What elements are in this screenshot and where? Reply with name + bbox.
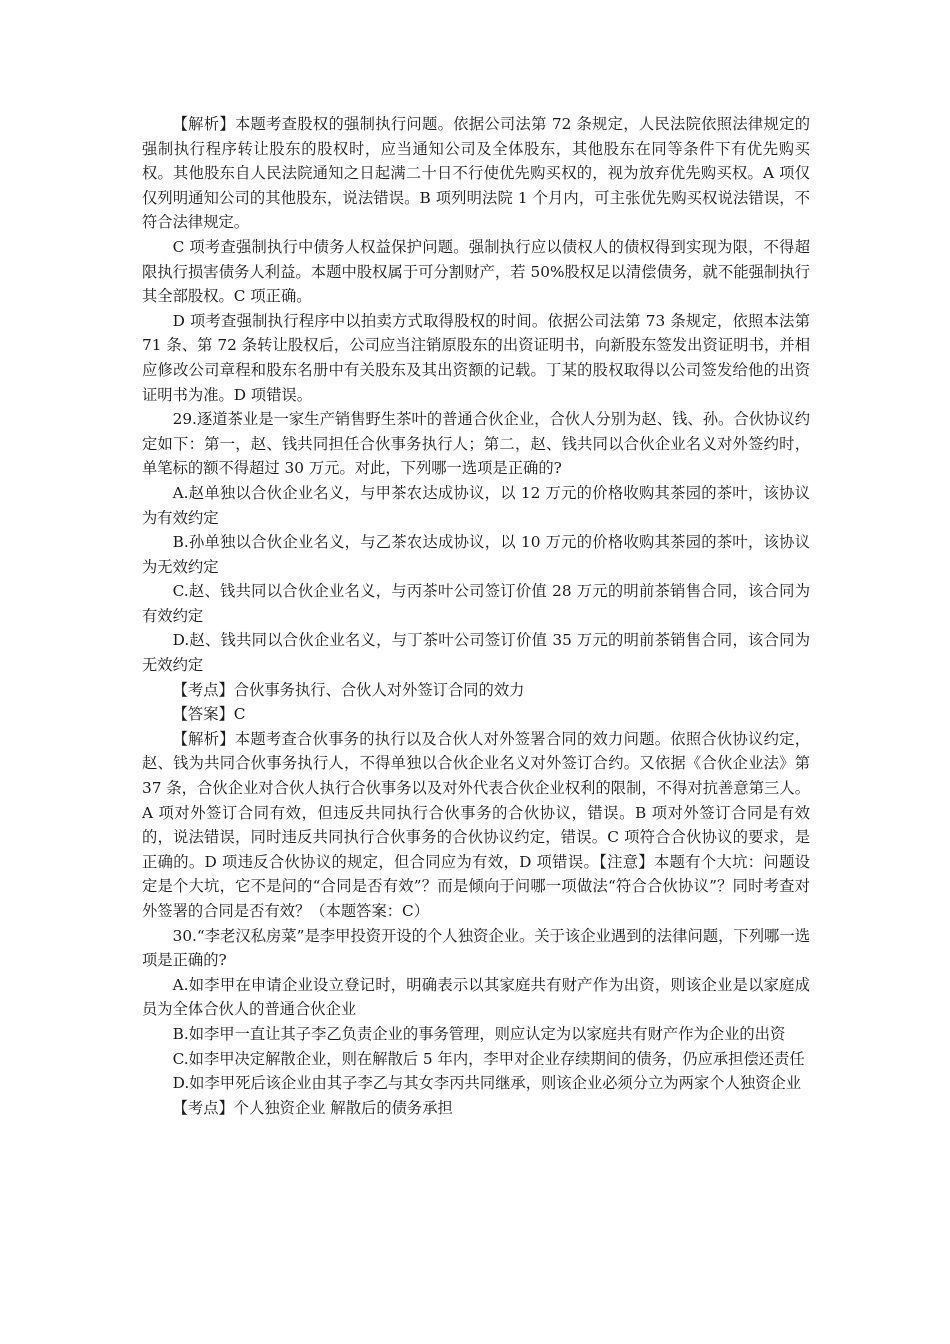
document-body — [142, 112, 810, 1120]
question-29-key-point: 【考点】合伙事务执行、合伙人对外签订合同的效力 — [172, 680, 525, 699]
question-30-option-c: C.如李甲决定解散企业，则在解散后 5 年内，李甲对企业存续期间的债务，仍应承担偿还责任 — [172, 1049, 805, 1068]
question-29-analysis: 【解析】本题考查合伙事务的执行以及合伙人对外签署合同的效力问题。依照合伙协议约定，赵、钱为共同合伙事务执行人，不得单独以合伙企业名义对外签订合约。又依据《合伙企业法》第 37 条，合伙企业对合伙人执行合伙事务以及对外代表合伙企业权利的限制，不得对抗善意第三人。A 项对外签订合同有效，但违反共同执行合伙事务的合伙协议，错误。B 项对外签订合同是有效的，说法错误，同时违反共同执行合伙事务的合伙协议约定，错误。C 项符合合伙协议的要求，是正确的。D 项违反合伙协议的规定，但合同应为有效，D 项错误。【注意】本题有个大坑：问题设定是个大坑，它不是问的“合同是否有效”？而是倾向于问哪一项做法“符合合伙协议”？同时考查对外签署的合同是否有效？（本题答案：C） — [142, 729, 810, 920]
question-30-stem: 30.“李老汉私房菜”是李甲投资开设的个人独资企业。关于该企业遇到的法律问题，下列哪一选项是正确的? — [142, 926, 810, 970]
question-30-key-point: 【考点】个人独资企业 解散后的债务承担 — [172, 1098, 453, 1117]
question-29-option-b: B.孙单独以合伙企业名义，与乙茶农达成协议，以 10 万元的价格收购其茶园的茶叶，该协议为无效约定 — [142, 533, 810, 576]
question-29-stem: 29.逐道茶业是一家生产销售野生茶叶的普通合伙企业，合伙人分别为赵、钱、孙。合伙协议约定如下：第一，赵、钱共同担任合伙事务执行人；第二，赵、钱共同以合伙企业名义对外签约时，单笔标的额不得超过 30 万元。对此，下列哪一选项是正确的? — [142, 410, 810, 478]
question-30-option-b: B.如李甲一直让其子李乙负责企业的事务管理，则应认定为以家庭共有财产作为企业的出资 — [172, 1024, 786, 1043]
question-29-answer: 【答案】C — [172, 705, 246, 724]
question-29-option-c: C.赵、钱共同以合伙企业名义，与丙茶叶公司签订价值 28 万元的明前茶销售合同，该合同为有效约定 — [142, 582, 810, 625]
paragraph-analysis-q28-ab: 【解析】本题考查股权的强制执行问题。依据公司法第 72 条规定，人民法院依照法律规定的强制执行程序转让股东的股权时，应当通知公司及全体股东，其他股东在同等条件下有优先购买权。其他股东自人民法院通知之日起满二十日不行使优先购买权的，视为放弃优先购买权。A 项仅仅列明通知公司的其他股东，说法错误。B 项列明法院 1 个月内，可主张优先购买权说法错误，不符合法律规定。 — [142, 115, 810, 232]
question-30-option-a: A.如李甲在申请企业设立登记时，明确表示以其家庭共有财产作为出资，则该企业是以家庭成员为全体合伙人的普通合伙企业 — [142, 975, 810, 1019]
paragraph-analysis-q28-d: D 项考查强制执行程序中以拍卖方式取得股权的时间。依据公司法第 73 条规定，依照本法第 71 条、第 72 条转让股权后，公司应当注销原股东的出资证明书，向新股东签发出资证明书，并相应修改公司章程和股东名册中有关股东及其出资额的记载。丁某的股权取得以公司签发给他的出资证明书为准。D 项错误。 — [142, 311, 810, 404]
question-30-option-d: D.如李甲死后该企业由其子李乙与其女李丙共同继承，则该企业必须分立为两家个人独资企业 — [172, 1074, 802, 1093]
question-29-option-a: A.赵单独以合伙企业名义，与甲茶农达成协议，以 12 万元的价格收购其茶园的茶叶，该协议为有效约定 — [142, 483, 810, 527]
question-29-option-d: D.赵、钱共同以合伙企业名义，与丁茶叶公司签订价值 35 万元的明前茶销售合同，该合同为无效约定 — [142, 631, 810, 675]
paragraph-analysis-q28-c: C 项考查强制执行中债务人权益保护问题。强制执行应以债权人的债权得到实现为限，不得超限执行损害债务人利益。本题中股权属于可分割财产，若 50%股权足以清偿债务，就不能强制执行其全部股权。C 项正确。 — [142, 237, 810, 306]
